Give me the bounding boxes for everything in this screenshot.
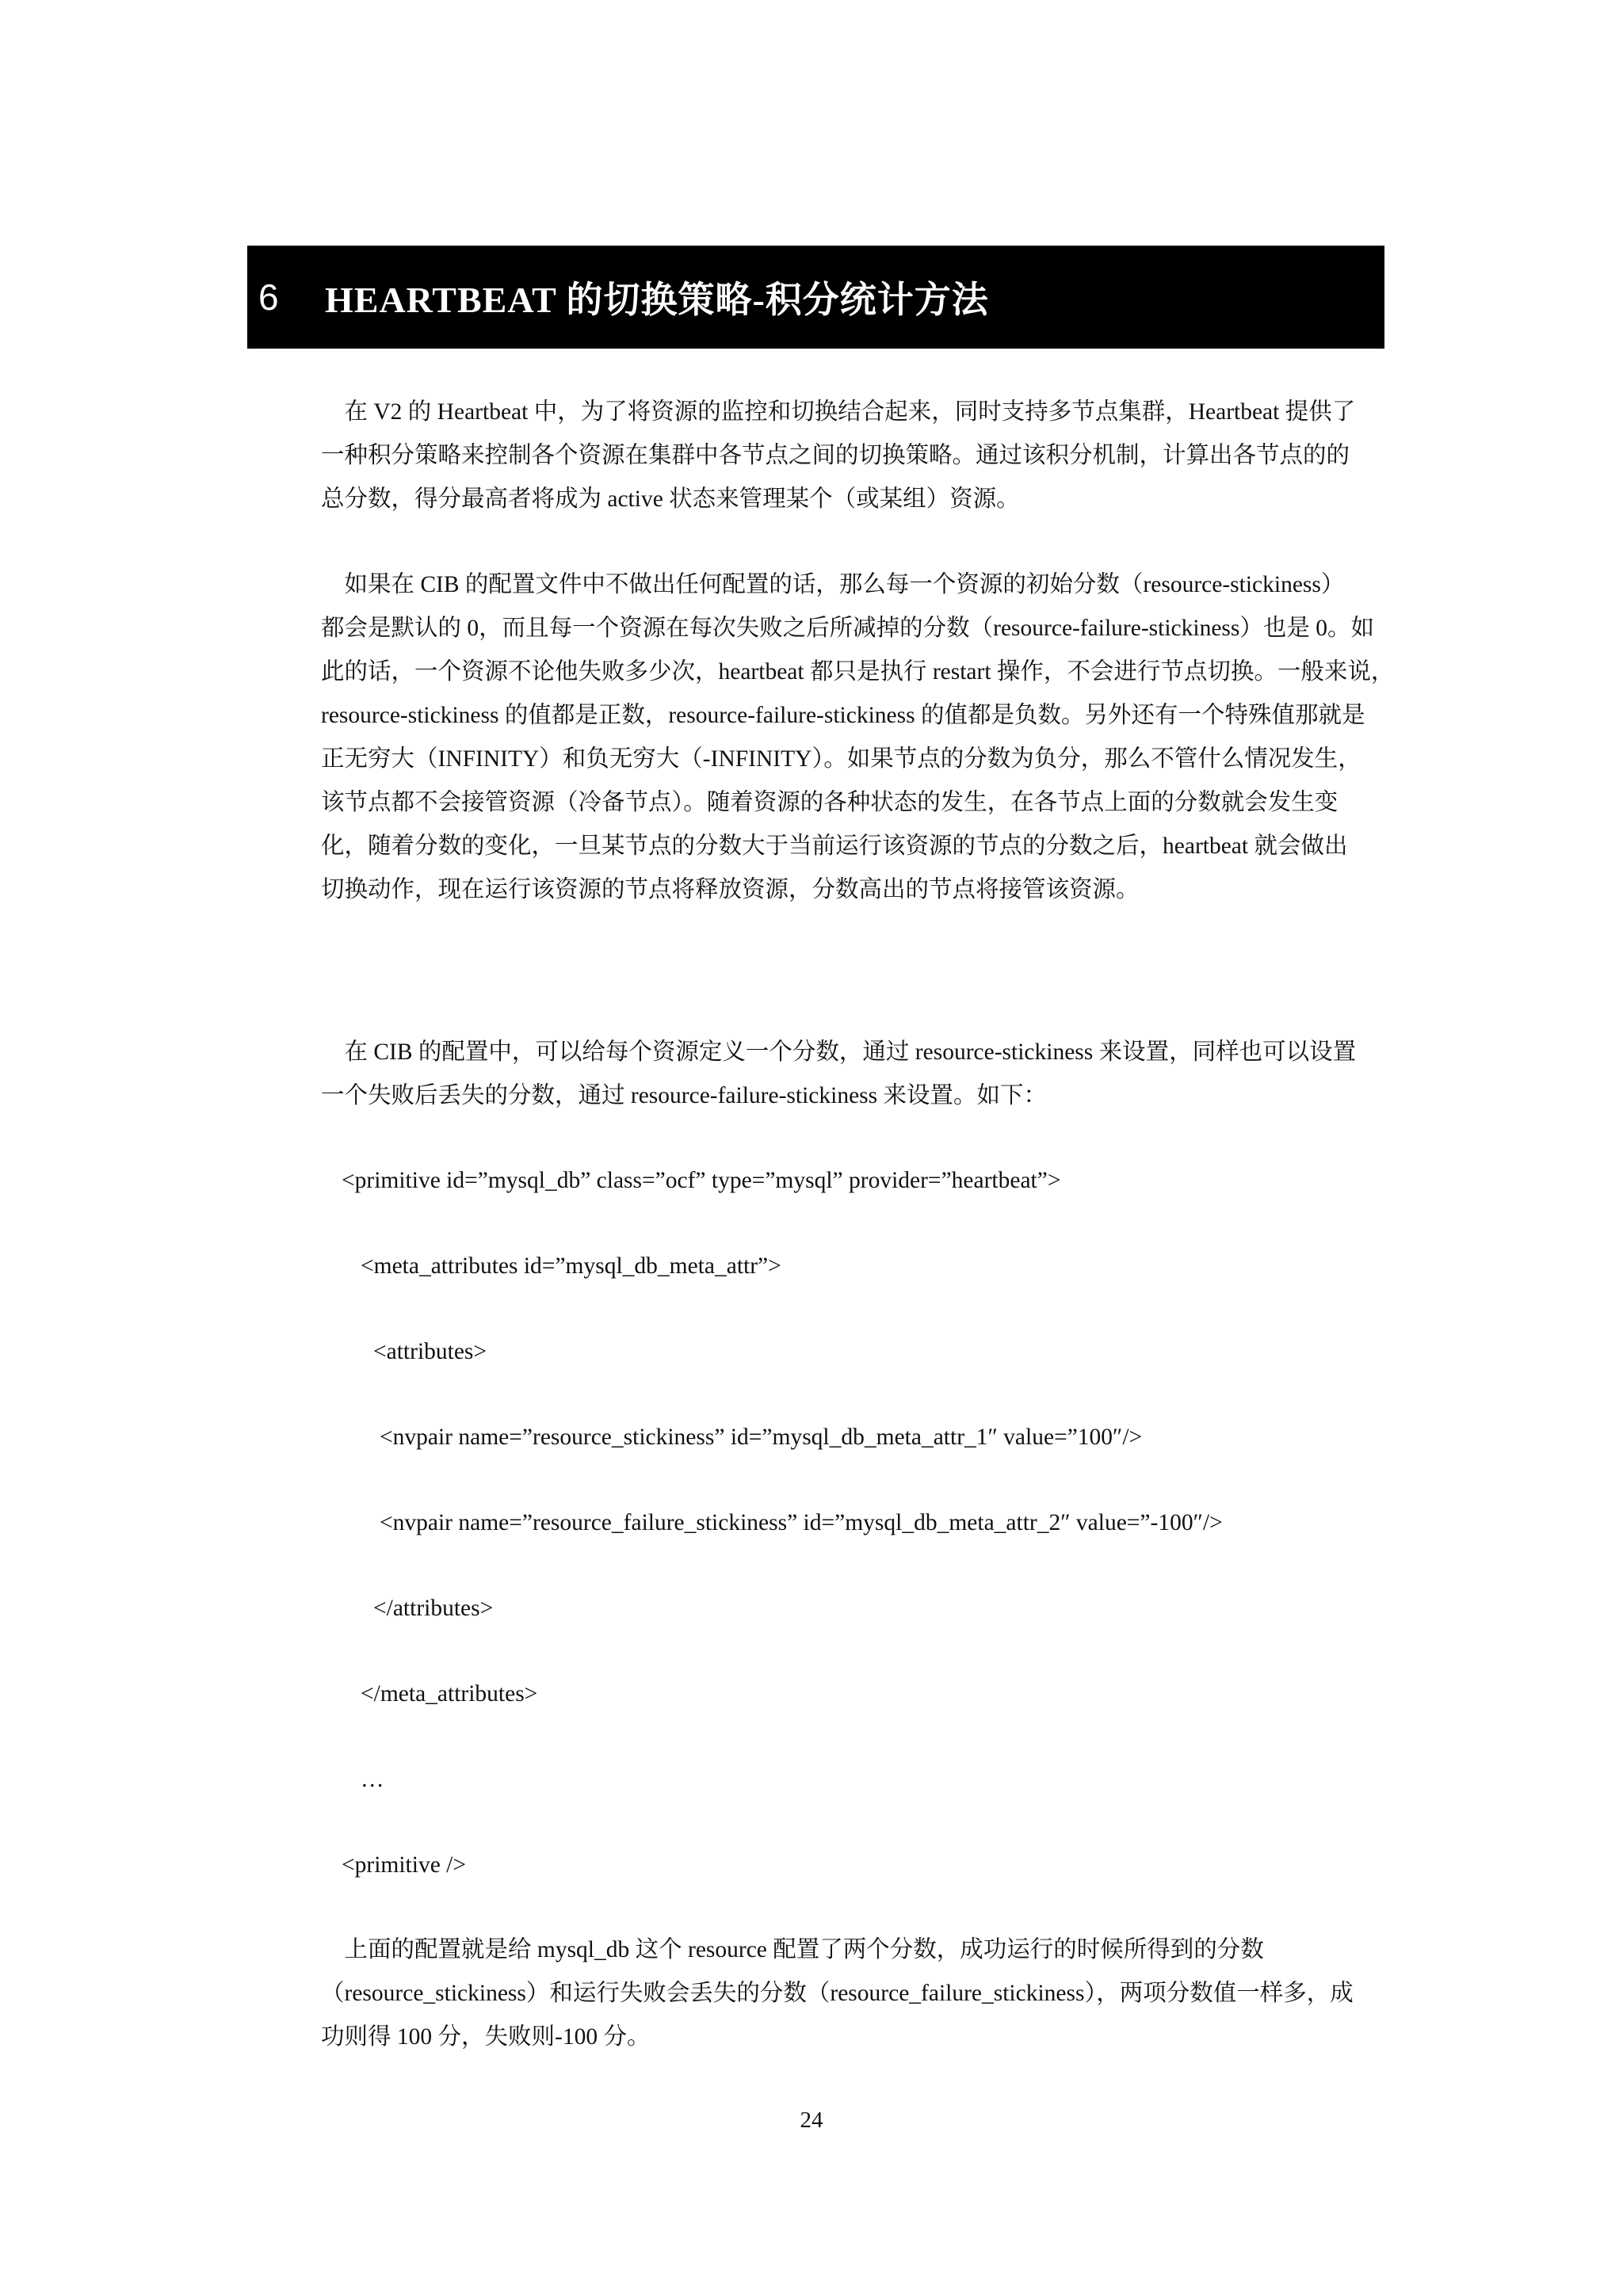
paragraph-line: 总分数，得分最高者将成为 active 状态来管理某个（或某组）资源。: [321, 486, 1020, 512]
code-line: <primitive />: [342, 1852, 466, 1878]
code-line: <nvpair name=”resource_stickiness” id=”mysql_db_meta_attr_1″ value=”100″/>: [380, 1425, 1143, 1450]
code-line: </meta_attributes>: [361, 1681, 538, 1707]
code-line: </attributes>: [373, 1596, 494, 1621]
paragraph-line: 正无穷大（INFINITY）和负无穷大（-INFINITY）。如果节点的分数为负分，那么不管什么情况发生，: [321, 746, 1361, 772]
paragraph-line: 该节点都不会接管资源（冷备节点）。随着资源的各种状态的发生，在各节点上面的分数就会发生变: [321, 790, 1338, 815]
page-number: 24: [800, 2107, 823, 2133]
paragraph-line: 一种积分策略来控制各个资源在集群中各节点之间的切换策略。通过该积分机制，计算出各节点的的: [321, 443, 1350, 468]
chapter-title: HEARTBEAT 的切换策略-积分统计方法: [325, 280, 989, 320]
chapter-heading: [247, 246, 1384, 349]
paragraph-line: 在 CIB 的配置中，可以给每个资源定义一个分数，通过 resource-stickiness 来设置，同样也可以设置: [321, 1039, 1357, 1065]
paragraph-line: 在 V2 的 Heartbeat 中，为了将资源的监控和切换结合起来，同时支持多节点集群，Heartbeat 提供了: [321, 399, 1356, 425]
code-line: <meta_attributes id=”mysql_db_meta_attr”>: [361, 1253, 781, 1279]
paragraph-line: 都会是默认的 0，而且每一个资源在每次失败之后所减掉的分数（resource-failure-stickiness）也是 0。如: [321, 616, 1374, 641]
code-line: …: [361, 1767, 384, 1792]
code-line: <attributes>: [373, 1339, 487, 1364]
paragraph-line: 功则得 100 分，失败则-100 分。: [321, 2024, 651, 2050]
paragraph-line: 切换动作，现在运行该资源的节点将释放资源，分数高出的节点将接管该资源。: [321, 877, 1140, 902]
paragraph-line: 此的话，一个资源不论他失败多少次，heartbeat 都只是执行 restart 操作，不会进行节点切换。一般来说，: [321, 659, 1395, 685]
paragraph-line: 化，随着分数的变化，一旦某节点的分数大于当前运行该资源的节点的分数之后，heartbeat 就会做出: [321, 833, 1348, 859]
code-line: <primitive id=”mysql_db” class=”ocf” type=”mysql” provider=”heartbeat”>: [342, 1168, 1061, 1193]
paragraph-line: （resource_stickiness）和运行失败会丢失的分数（resource_failure_stickiness），两项分数值一样多，成: [321, 1981, 1354, 2006]
paragraph-line: 上面的配置就是给 mysql_db 这个 resource 配置了两个分数，成功运行的时候所得到的分数: [321, 1937, 1264, 1962]
code-line: <nvpair name=”resource_failure_stickiness” id=”mysql_db_meta_attr_2″ value=”-100″/>: [380, 1510, 1223, 1535]
paragraph-line: 一个失败后丢失的分数，通过 resource-failure-stickiness 来设置。如下：: [321, 1083, 1047, 1108]
chapter-number: 6: [258, 277, 279, 318]
paragraph-line: 如果在 CIB 的配置文件中不做出任何配置的话，那么每一个资源的初始分数（resource-stickiness）: [321, 572, 1345, 597]
paragraph-line: resource-stickiness 的值都是正数，resource-failure-stickiness 的值都是负数。另外还有一个特殊值那就是: [321, 703, 1365, 728]
